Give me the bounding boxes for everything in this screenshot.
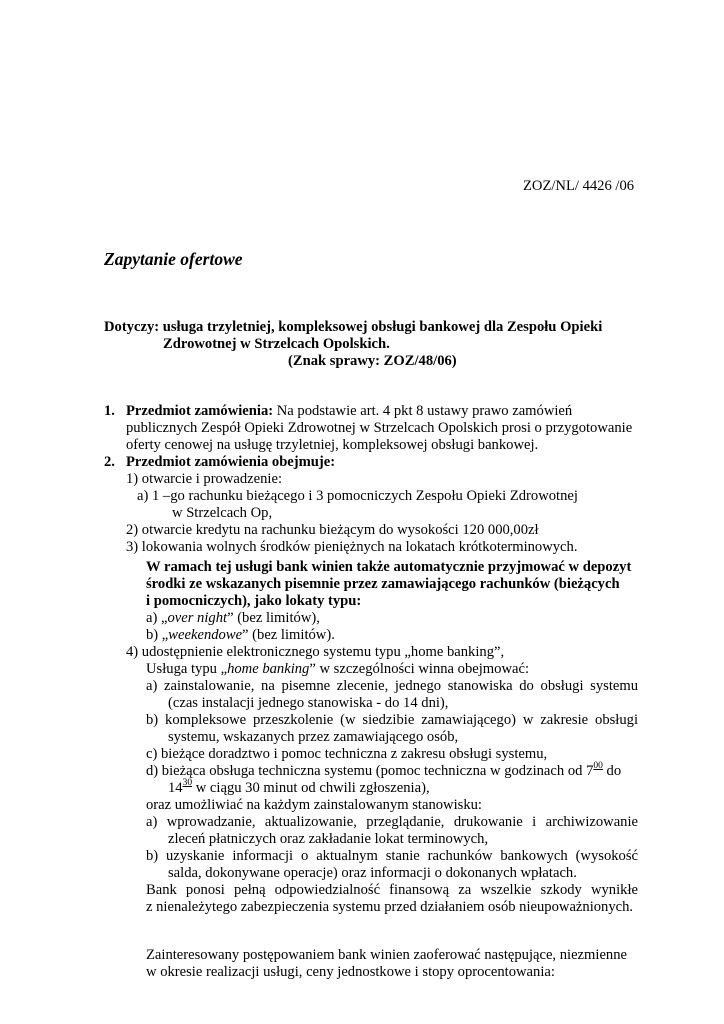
case-number: (Znak sprawy: ZOZ/48/06) xyxy=(288,353,457,369)
ws-item-a-line-1: a) wprowadzanie, aktualizowanie, przeglądanie, drukowanie i archiwizowanie xyxy=(146,814,638,830)
item-3: 3) lokowania wolnych środków pieniężnych na lokatach krótkoterminowych. xyxy=(126,539,578,555)
home-banking-suffix: ” w szczególności winna obejmować: xyxy=(309,661,529,677)
deposit-type-b-prefix: b) „ xyxy=(146,627,169,643)
hb-item-d-sup-1: 00 xyxy=(593,761,603,771)
home-banking-term: home banking xyxy=(227,661,310,677)
hb-item-b-line-2: systemu, wskazanych przez zamawiającego osób, xyxy=(168,729,459,745)
hb-item-d-text-end: do xyxy=(602,763,622,779)
item-2: 2) otwarcie kredytu na rachunku bieżącym do wysokości 120 000,00zł xyxy=(126,522,539,538)
item-1: 1) otwarcie i prowadzenie: xyxy=(126,471,282,487)
hb-item-c: c) bieżące doradztwo i pomoc techniczna z zakresu obsługi systemu, xyxy=(146,746,548,762)
deposit-type-a-suffix: ” (bez limitów), xyxy=(227,610,320,626)
deposit-type-b xyxy=(146,627,335,644)
home-banking-prefix: Usługa typu „ xyxy=(146,661,228,677)
deposit-note-2: środki ze wskazanych pisemnie przez zamawiającego rachunków (bieżących xyxy=(146,576,620,592)
document-title: Zapytanie ofertowe xyxy=(104,249,243,269)
hb-item-b-line-1: b) kompleksowe przeszkolenie (w siedzibie zamawiającego) w zakresie obsługi xyxy=(146,712,638,728)
hb-item-d-tail: w ciągu 30 minut od chwili zgłoszenia), xyxy=(192,780,430,796)
section-2-number: 2. xyxy=(104,454,115,470)
deposit-note-3: i pomocniczych), jako lokaty typu: xyxy=(146,593,362,609)
deposit-note-1: W ramach tej usługi bank winien także automatycznie przyjmować w depozyt xyxy=(146,559,632,575)
item-1a-line-1: a) 1 –go rachunku bieżącego i 3 pomocniczych Zespołu Opieki Zdrowotnej xyxy=(137,488,578,504)
ws-item-b-line-2: salda, dokonywane operacje) oraz informacji o dokonanych wpłatach. xyxy=(168,865,577,881)
home-banking-intro xyxy=(146,661,529,678)
document-number: ZOZ/NL/ 4426 /06 xyxy=(523,178,635,194)
section-1-text-3: oferty cenowej na usługę trzyletniej, kompleksowej obsługi bankowej. xyxy=(126,437,539,453)
item-1a-line-2: w Strzelcach Op, xyxy=(172,505,273,521)
liability-line-1: Bank ponosi pełną odpowiedzialność finansową za wszelkie szkody wynikłe xyxy=(146,882,638,898)
subject-line-1: Dotyczy: usługa trzyletniej, kompleksowej obsługi bankowej dla Zespołu Opieki xyxy=(104,319,603,335)
workstation-intro: oraz umożliwiać na każdym zainstalowanym stanowisku: xyxy=(146,797,482,813)
closing-line-2: w okresie realizacji usługi, ceny jednostkowe i stopy oprocentowania: xyxy=(146,964,555,980)
subject-line-2: Zdrowotnej w Strzelcach Opolskich. xyxy=(163,336,390,352)
section-1-text-1: Na podstawie art. 4 pkt 8 ustawy prawo zamówień xyxy=(273,403,573,419)
deposit-type-a-name: over night xyxy=(167,610,228,626)
deposit-type-b-name: weekendowe xyxy=(168,627,243,643)
section-1-text-2: publicznych Zespół Opieki Zdrowotnej w Strzelcach Opolskich prosi o przygotowanie xyxy=(126,420,633,436)
hb-item-d-hour: 14 xyxy=(168,780,183,796)
item-4: 4) udostępnienie elektronicznego systemu typu „home banking”, xyxy=(126,644,505,660)
hb-item-d-text: d) bieżąca obsługa techniczna systemu (pomoc techniczna w godzinach od 7 xyxy=(146,763,594,779)
deposit-type-b-suffix: ” (bez limitów). xyxy=(242,627,335,643)
deposit-type-a xyxy=(146,610,320,627)
liability-line-2: z nienależytego zabezpieczenia systemu przed działaniem osób nieupoważnionych. xyxy=(146,899,634,915)
section-1-number: 1. xyxy=(104,403,115,419)
section-2-heading: Przedmiot zamówienia obejmuje: xyxy=(126,454,336,470)
hb-item-a-line-1: a) zainstalowanie, na pisemne zlecenie, jednego stanowiska do obsługi systemu xyxy=(146,678,638,694)
section-1-line-1 xyxy=(126,403,572,420)
hb-item-a-line-2: (czas instalacji jednego stanowiska - do 14 dni), xyxy=(168,695,449,711)
ws-item-a-line-2: zleceń płatniczych oraz zakładanie lokat terminowych, xyxy=(168,831,489,847)
ws-item-b-line-1: b) uzyskanie informacji o aktualnym stanie rachunków bankowych (wysokość xyxy=(146,848,638,864)
closing-line-1: Zainteresowany postępowaniem bank winien zaoferować następujące, niezmienne xyxy=(146,947,627,963)
hb-item-d-sup-2: 30 xyxy=(182,778,193,788)
section-1-heading: Przedmiot zamówienia: xyxy=(126,403,274,419)
deposit-type-a-prefix: a) „ xyxy=(146,610,168,626)
